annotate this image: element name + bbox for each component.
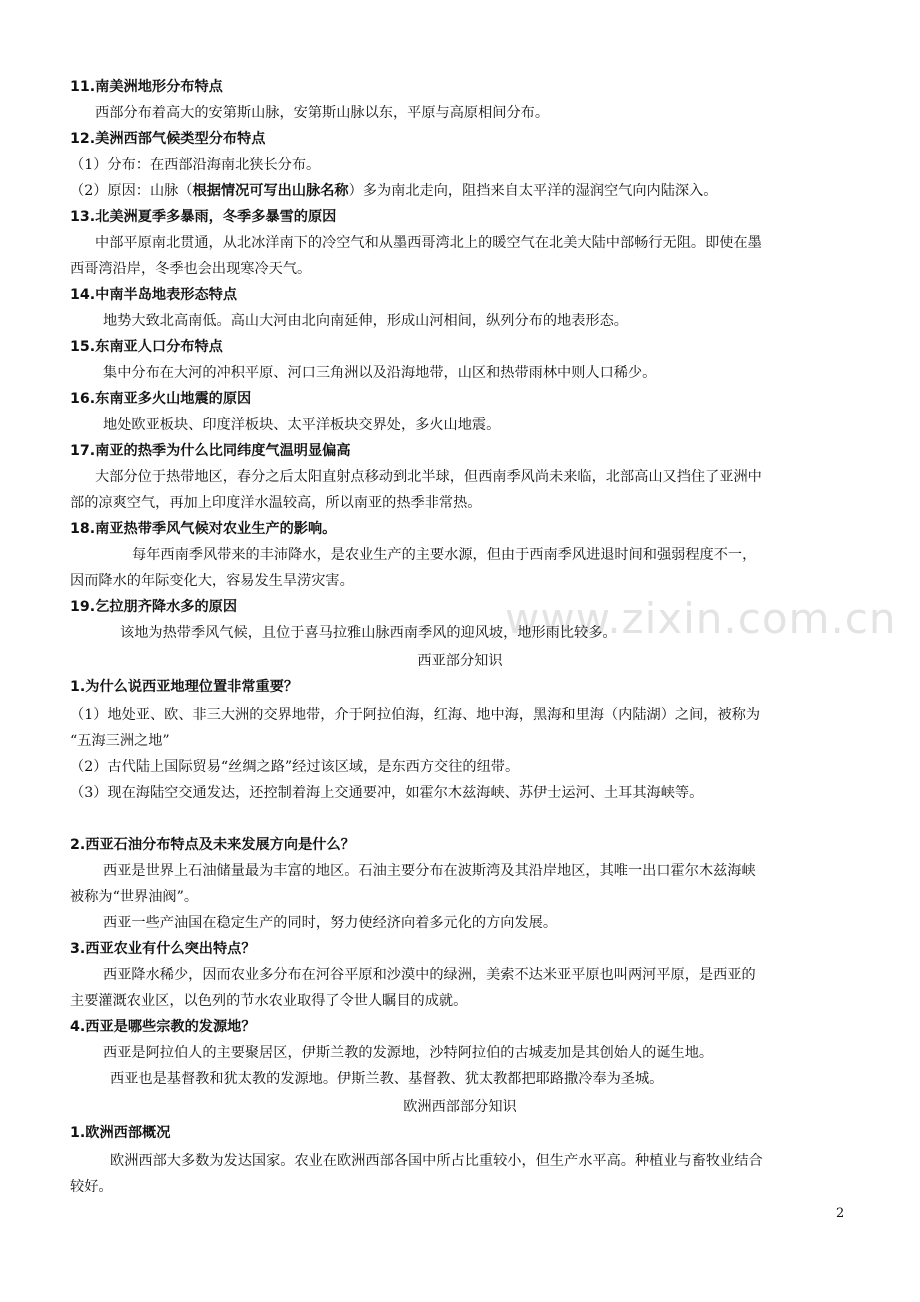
heading-15: 15.东南亚人口分布特点 (70, 339, 223, 355)
paragraph: 西亚一些产油国在稳定生产的同时，努力使经济向着多元化的方向发展。 (103, 915, 558, 931)
paragraph: 被称为“世界油阀”。 (70, 889, 199, 905)
paragraph: 西亚是世界上石油储量最为丰富的地区。石油主要分布在波斯湾及其沿岸地区，其唯一出口霍尔木兹海峡 (103, 863, 756, 879)
heading-west-asia-4: 4.西亚是哪些宗教的发源地？ (70, 1019, 256, 1035)
heading-14: 14.中南半岛地表形态特点 (70, 287, 238, 303)
page-number: 2 (836, 1206, 845, 1221)
heading-13: 13.北美洲夏季多暴雨，冬季多暴雪的原因 (70, 209, 337, 225)
heading-west-asia-3: 3.西亚农业有什么突出特点？ (70, 941, 256, 957)
paragraph: 每年西南季风带来的丰沛降水，是农业生产的主要水源，但由于西南季风进退时间和强弱程度不一， (132, 547, 757, 563)
paragraph: 因而降水的年际变化大，容易发生旱涝灾害。 (70, 573, 354, 589)
paragraph: 西亚是阿拉伯人的主要聚居区，伊斯兰教的发源地，沙特阿拉伯的古城麦加是其创始人的诞生地。 (103, 1045, 714, 1061)
section-title-west-asia: 西亚部分知识 (417, 653, 503, 669)
heading-west-asia-2: 2.西亚石油分布特点及未来发展方向是什么？ (70, 837, 355, 853)
heading-16: 16.东南亚多火山地震的原因 (70, 391, 252, 407)
paragraph: （1）分布：在西部沿海南北狭长分布。 (70, 157, 321, 173)
paragraph: 大部分位于热带地区，春分之后太阳直射点移动到北半球，但西南季风尚未来临，北部高山又挡住了亚洲中 (95, 469, 762, 485)
paragraph: （2）古代陆上国际贸易“丝绸之路”经过该区域，是东西方交往的纽带。 (70, 759, 520, 775)
paragraph: 西亚降水稀少，因而农业多分布在河谷平原和沙漠中的绿洲，美索不达米亚平原也叫两河平原，是西亚的 (103, 967, 756, 983)
paragraph: （1）地处亚、欧、非三大洲的交界地带，介于阿拉伯海，红海、地中海，黑海和里海（内陆湖）之间，被称为 (70, 707, 761, 723)
paragraph: 西亚也是基督教和犹太教的发源地。伊斯兰教、基督教、犹太教都把耶路撒冷奉为圣城。 (110, 1071, 664, 1087)
reason-suffix: ）多为南北走向，阻挡来自太平洋的湿润空气向内陆深入。 (348, 183, 718, 199)
paragraph: “五海三洲之地” (70, 733, 170, 749)
paragraph: 欧洲西部大多数为发达国家。农业在欧洲西部各国中所占比重较小，但生产水平高。种植业与畜牧业结合 (110, 1153, 763, 1169)
paragraph: 部的凉爽空气，再加上印度洋水温较高，所以南亚的热季非常热。 (70, 495, 482, 511)
paragraph: （3）现在海陆空交通发达，还控制着海上交通要冲，如霍尔木兹海峡、苏伊士运河、土耳其海峡等。 (70, 785, 704, 801)
paragraph-reason (70, 178, 860, 204)
section-title-western-europe: 欧洲西部部分知识 (403, 1099, 517, 1115)
paragraph: 集中分布在大河的冲积平原、河口三角洲以及沿海地带，山区和热带雨林中则人口稀少。 (103, 365, 657, 381)
paragraph: 中部平原南北贯通，从北冰洋南下的冷空气和从墨西哥湾北上的暖空气在北美大陆中部畅行无阻。即使在墨 (95, 235, 762, 251)
heading-17: 17.南亚的热季为什么比同纬度气温明显偏高 (70, 443, 351, 459)
paragraph: 地势大致北高南低。高山大河由北向南延伸，形成山河相间，纵列分布的地表形态。 (103, 313, 628, 329)
reason-bold-note: 根据情况可写出山脉名称 (192, 183, 349, 199)
paragraph: 西部分布着高大的安第斯山脉，安第斯山脉以东，平原与高原相间分布。 (95, 105, 550, 121)
heading-18: 18.南亚热带季风气候对农业生产的影响。 (70, 521, 337, 537)
heading-12: 12.美洲西部气候类型分布特点 (70, 131, 266, 147)
reason-prefix: （2）原因：山脉（ (70, 183, 193, 199)
heading-europe-1: 1.欧洲西部概况 (70, 1125, 171, 1141)
paragraph: 主要灌溉农业区，以色列的节水农业取得了令世人瞩目的成就。 (70, 993, 468, 1009)
heading-19: 19.乞拉朋齐降水多的原因 (70, 599, 238, 615)
paragraph: 较好。 (70, 1179, 113, 1195)
heading-11: 11.南美洲地形分布特点 (70, 79, 223, 95)
paragraph: 西哥湾沿岸，冬季也会出现寒冷天气。 (70, 261, 312, 277)
heading-west-asia-1: 1.为什么说西亚地理位置非常重要？ (70, 679, 299, 695)
paragraph: 地处欧亚板块、印度洋板块、太平洋板块交界处，多火山地震。 (103, 417, 501, 433)
paragraph: 该地为热带季风气候，且位于喜马拉雅山脉西南季风的迎风坡，地形雨比较多。 (120, 625, 617, 641)
watermark: www.zixin.com.cn (505, 594, 897, 643)
